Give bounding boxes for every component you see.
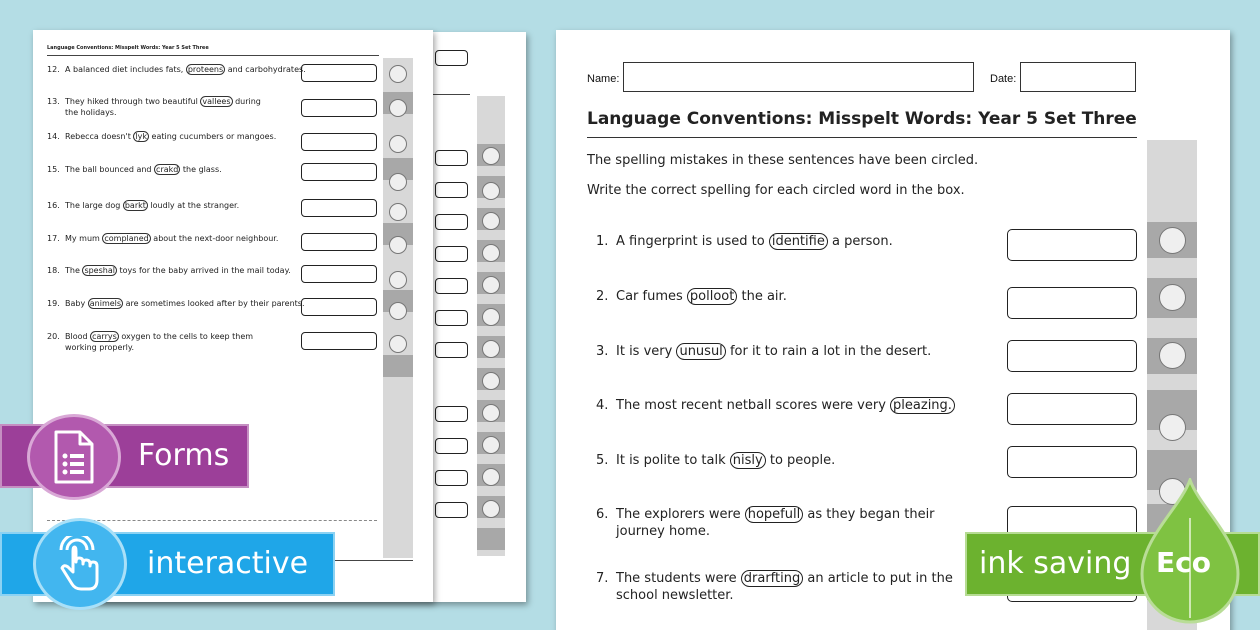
title-rule: [430, 94, 470, 95]
eco-drop-icon: [1138, 478, 1242, 624]
tap-hand-icon: [33, 518, 127, 610]
instruction-1: The spelling mistakes in these sentences have been circled.: [587, 153, 979, 168]
back-row: 20. Blood carrys oxygen to the cells to keep them working properly.: [47, 332, 254, 352]
back-page-title: Language Conventions: Misspelt Words: Year 5 Set Three: [47, 45, 209, 51]
name-field[interactable]: [623, 62, 974, 92]
question-7: 7. The students were drarfting an article to put in the school newsletter.: [596, 571, 953, 603]
circled-word: polloot: [687, 288, 737, 305]
question-3: 3. It is very unusul for it to rain a lot in the desert.: [596, 344, 932, 359]
date-label: Date:: [990, 73, 1017, 85]
worksheet-back-page-1: [33, 30, 433, 602]
date-field-preview: [435, 50, 468, 66]
worksheet-title: Language Conventions: Misspelt Words: Year 5 Set Three: [587, 109, 1137, 129]
question-2: 2. Car fumes polloot the air.: [596, 289, 787, 304]
question-4: 4. The most recent netball scores were very pleazing.: [596, 397, 955, 414]
mark-circle[interactable]: [1159, 227, 1186, 254]
back-row: 12. A balanced diet includes fats, proteens and carbohydrates.: [47, 65, 306, 74]
back-row: 18. The speshal toys for the baby arrived in the mail today.: [47, 266, 291, 275]
marking-strip: [477, 96, 505, 556]
back-row: 14. Rebecca doesn't lyk eating cucumbers or mangoes.: [47, 132, 277, 141]
circled-word: identifie: [769, 233, 828, 250]
date-field[interactable]: [1020, 62, 1136, 92]
mark-circle[interactable]: [1159, 414, 1186, 441]
circled-word: hopefull: [745, 506, 803, 523]
answer-box-3[interactable]: [1007, 340, 1137, 372]
back-row: 13. They hiked through two beautiful vallees during the holidays.: [47, 97, 261, 117]
question-5: 5. It is polite to talk nisly to people.: [596, 453, 836, 468]
back-row: 16. The large dog barkt loudly at the stranger.: [47, 201, 240, 210]
back-page-title-rule: [47, 55, 379, 56]
circled-word: drarfting: [741, 570, 803, 587]
answer-box-1[interactable]: [1007, 229, 1137, 261]
ink-saving-label: ink saving: [979, 546, 1132, 581]
mark-circle[interactable]: [1159, 342, 1186, 369]
answer-box-2[interactable]: [1007, 287, 1137, 319]
back-row: 15. The ball bounced and crakd the glass.: [47, 165, 222, 174]
eco-label: Eco: [1156, 546, 1211, 579]
back-row: 19. Baby animels are sometimes looked after by their parents.: [47, 299, 305, 308]
answer-box-4[interactable]: [1007, 393, 1137, 425]
instruction-2: Write the correct spelling for each circled word in the box.: [587, 183, 965, 198]
answer-box-5[interactable]: [1007, 446, 1137, 478]
interactive-label: interactive: [147, 546, 309, 581]
question-6: 6. The explorers were hopefull as they began their journey home.: [596, 507, 935, 539]
forms-label: Forms: [138, 438, 230, 473]
back-row: 17. My mum complaned about the next-door neighbour.: [47, 234, 279, 243]
circled-word: pleazing.: [890, 397, 955, 414]
circled-word: nisly: [730, 452, 766, 469]
circled-word: unusul: [676, 343, 725, 360]
question-1: 1. A fingerprint is used to identifie a person.: [596, 234, 893, 249]
title-rule: [587, 137, 1137, 138]
mark-circle[interactable]: [1159, 284, 1186, 311]
forms-icon: [27, 414, 121, 500]
name-label: Name:: [587, 73, 620, 85]
